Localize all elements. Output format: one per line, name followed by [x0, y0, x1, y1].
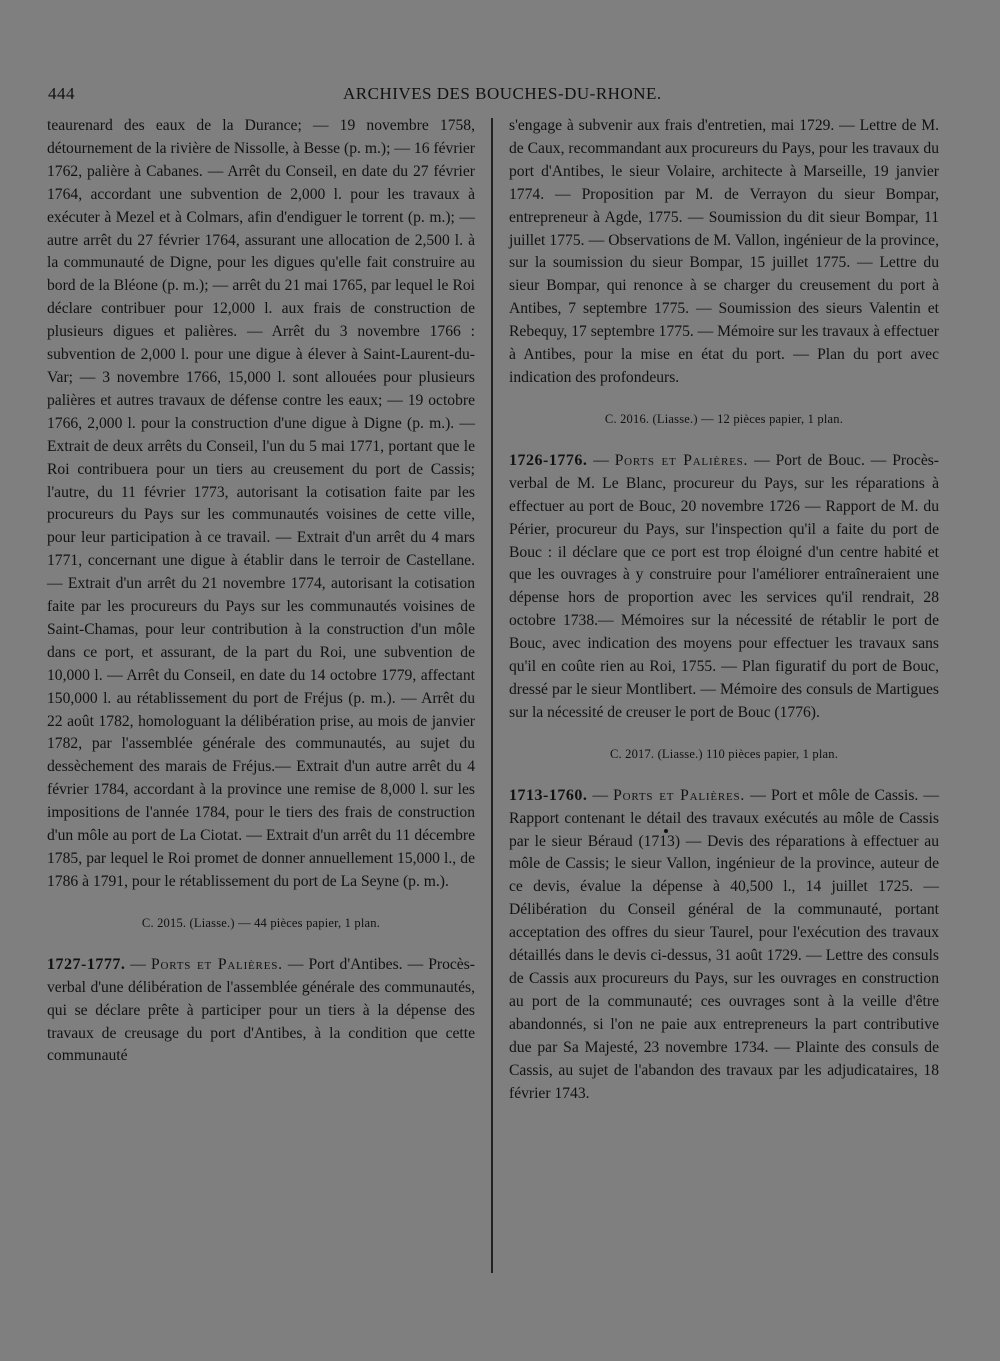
entry-date: 1726-1776.: [509, 451, 588, 469]
entry-rubric: Ports et Palières.: [614, 451, 749, 469]
entry-date: 1713-1760.: [509, 786, 588, 804]
entry-rubric: Ports et Palières.: [613, 786, 746, 804]
entry-1726-1776: 1726-1776. — Ports et Palières. — Port de Bouc. — Procès-verbal de M. Le Blanc, procureur du Pays, sur les réparations à effectuer au port de Bouc, 20 novembre 1726 — Rapport de M. du Périer, procureur du Pays, sur l'inspection qu'il a faite du port de Bouc : il déclare que ce port est trop éloigné d'un centre habité et que les ouvrages à y construire pour l'améliorer entraîneraient une dépense hors de proportion avec les services qu'il rendrait, 28 octobre 1738.— Mémoires sur la nécessité de rétablir le port de Bouc, avec indication des moyens pour effectuer les travaux sans qu'il en coûte rien au Roi, 1755. — Plan figuratif du port de Bouc, dressé par le sieur Montlibert. — Mémoire des consuls de Martigues sur la nécessité de creuser le port de Bouc (1776).: [509, 451, 939, 721]
archive-note-c2017: C. 2017. (Liasse.) 110 pièces papier, 1 plan.: [609, 746, 839, 761]
entry-text: — Port de Bouc. — Procès-verbal de M. Le Blanc, procureur du Pays, sur les réparations à effectuer au port de Bouc, 20 novembre 1726 — Rapport de M. du Périer, procureur du Pays, sur l'inspection qu'il a faite du port de Bouc : il déclare que ce port est trop éloigné d'un centre habité et que les ouvrages à y construire pour l'améliorer entraîneraient une dépense hors de proportion avec les services qu'il rendrait, 28 octobre 1738.— Mémoires sur la nécessité de rétablir le port de Bouc, avec indication des moyens pour effectuer les travaux sans qu'il en coûte rien au Roi, 1755. — Plan figuratif du port de Bouc, dressé par le sieur Montlibert. — Mémoire des consuls de Martigues sur la nécessité de creuser le port de Bouc (1776).: [509, 451, 939, 721]
left-column: [47, 115, 475, 1068]
entry-text: — Port d'Antibes. — Procès-verbal d'une délibération de l'assemblée générale des communautés, qui se déclare prête à participer pour un tiers à la dépense des travaux de creusage du port d'Antibes, à la condition que cette communauté: [47, 955, 475, 1065]
entry-text: — Port et môle de Cassis. — Rapport contenant le détail des travaux exécutés au môle de Cassis par le sieur Béraud (1713) — Devis des réparations à effectuer au môle de Cassis; le sieur Vallon, ingénieur de la province, auteur de ce devis, évalue la dépense à 40,500 l., 14 juillet 1725. — Délibération du Conseil général de la communauté, portant acceptation des offres du sieur Taurel, pour l'exécution des travaux détaillés dans le devis ci-dessus, 31 août 1729. — Lettre des consuls de Cassis aux procureurs du Pays, sur les ouvrages en construction au port de la communauté; ces ouvrages sont à la veille d'être abandonnés, si l'on ne paie aux entrepreneurs la part contributive due par Sa Majesté, 23 novembre 1734. — Plainte des consuls de Cassis, au sujet de l'abandon des travaux par les adjudicataires, 18 février 1743.: [509, 786, 940, 1102]
entry-1727-1777: [47, 954, 475, 1069]
right-column: [509, 115, 939, 1105]
page-title: ARCHIVES DES BOUCHES-DU-RHONE.: [343, 84, 662, 103]
entry-rubric: Ports et Palières.: [151, 955, 283, 973]
entry-1713-1760: 1713-1760. — Ports et Palières. — Port et môle de Cassis. — Rapport contenant le détail des travaux exécutés au môle de Cassis par le sieur Béraud (1713) — Devis des réparations à effectuer au môle de Cassis; le sieur Vallon, ingénieur de la province, auteur de ce devis, évalue la dépense à 40,500 l., 14 juillet 1725. — Délibération du Conseil général de la communauté, portant acceptation des offres du sieur Taurel, pour l'exécution des travaux détaillés dans le devis ci-dessus, 31 août 1729. — Lettre des consuls de Cassis aux procureurs du Pays, sur les ouvrages en construction au port de la communauté; ces ouvrages sont à la veille d'être abandonnés, si l'on ne paie aux entrepreneurs la part contributive due par Sa Majesté, 23 novembre 1734. — Plainte des consuls de Cassis, au sujet de l'abandon des travaux par les adjudicataires, 18 février 1743.: [509, 786, 940, 1102]
right-continuation-paragraph: s'engage à subvenir aux frais d'entretien, mai 1729. — Lettre de M. de Caux, recommandant aux procureurs du Pays, pour les travaux du port d'Antibes, le sieur Volaire, architecte à Marseille, 19 janvier 1774. — Proposition par M. de Verrayon du sieur Bompar, entrepreneur à Agde, 1775. — Soumission du dit sieur Bompar, 11 juillet 1775. — Observations de M. Vallon, ingénieur de la province, sur la soumission du sieur Bompar, 15 juillet 1775. — Lettre du sieur Bompar, qui renonce à se charger du creusement du port à Antibes, 7 septembre 1775. — Soumission des sieurs Valentin et Rebequy, 17 septembre 1775. — Mémoire sur les travaux à effectuer à Antibes, pour la mise en état du port. — Plan du port avec indication des profondeurs.: [509, 117, 939, 386]
entry-separator: —: [125, 955, 151, 973]
archive-note-c2015: C. 2015. (Liasse.) — 44 pièces papier, 1 plan.: [141, 915, 381, 930]
left-intro-paragraph: teaurenard des eaux de la Durance; — 19 novembre 1758, détournement de la rivière de Nissolle, à Besse (p. m.); — 16 février 1762, palière à Cabanes. — Arrêt du Conseil, en date du 27 février 1764, accordant une subvention de 2,000 l. pour les travaux à exécuter à Mezel et à Colmars, afin d'endiguer le torrent (p. m.); — autre arrêt du 27 février 1764, assurant une allocation de 2,500 l. à la communauté de Digne, pour les digues qu'elle fait construire au bord de la Bléone (p. m.); — arrêt du 21 mai 1765, par lequel le Roi déclare contribuer pour 12,000 l. aux frais de construction de plusieurs digues et palières. — Arrêt du 3 novembre 1766 : subvention de 2,000 l. pour une digue à élever à Saint-Laurent-du-Var; — 3 novembre 1766, 15,000 l. sont allouées pour plusieurs palières et autres travaux de défense contre les eaux; — 19 octobre 1766, 2,000 l. pour la construction d'une digue à Digne (p. m.). — Extrait de deux arrêts du Conseil, l'un du 5 mai 1771, portant que le Roi contribuera pour un tiers au creusement du port de Cassis; l'autre, du 11 février 1773, autorisant la cotisation faite par les procureurs du Pays sur les communautés voisines de cette ville, pour leur participation à ce travail. — Extrait d'un arrêt du 4 mars 1771, concernant une digue à établir dans le terroir de Castellane. — Extrait d'un arrêt du 21 novembre 1774, autorisant la cotisation faite par les procureurs du Pays sur les communautés voisines de Saint-Chamas, pour leur contribution à la construction d'un môle dans ce port, et assurant, de la part du Roi, une subvention de 10,000 l. — Arrêt du Conseil, en date du 14 octobre 1779, affectant 150,000 l. au rétablissement du port de Fréjus (p. m.). — Arrêt du 22 août 1782, homologuant la délibération prise, au mois de janvier 1782, par l'assemblée générale des communautés, au sujet du dessèchement des marais de Fréjus.— Extrait d'un autre arrêt du 4 février 1784, accordant à la province une remise de 8,000 l. sur les impositions de l'année 1784, pour le tiers des frais de construction d'un môle au port de La Ciotat. — Extrait d'un arrêt du 11 décembre 1785, par lequel le Roi promet de donner annuellement 15,000 l., de 1786 à 1791, pour le rétablissement du port de La Seyne (p. m.).: [47, 117, 475, 890]
ink-speck: [664, 829, 668, 833]
archive-note-c2016: C. 2016. (Liasse.) — 12 pièces papier, 1 plan.: [604, 411, 844, 426]
page-number: 444: [48, 84, 75, 103]
column-divider: [491, 118, 493, 1273]
entry-date: 1727-1777.: [47, 955, 126, 973]
page-header: [48, 84, 948, 110]
